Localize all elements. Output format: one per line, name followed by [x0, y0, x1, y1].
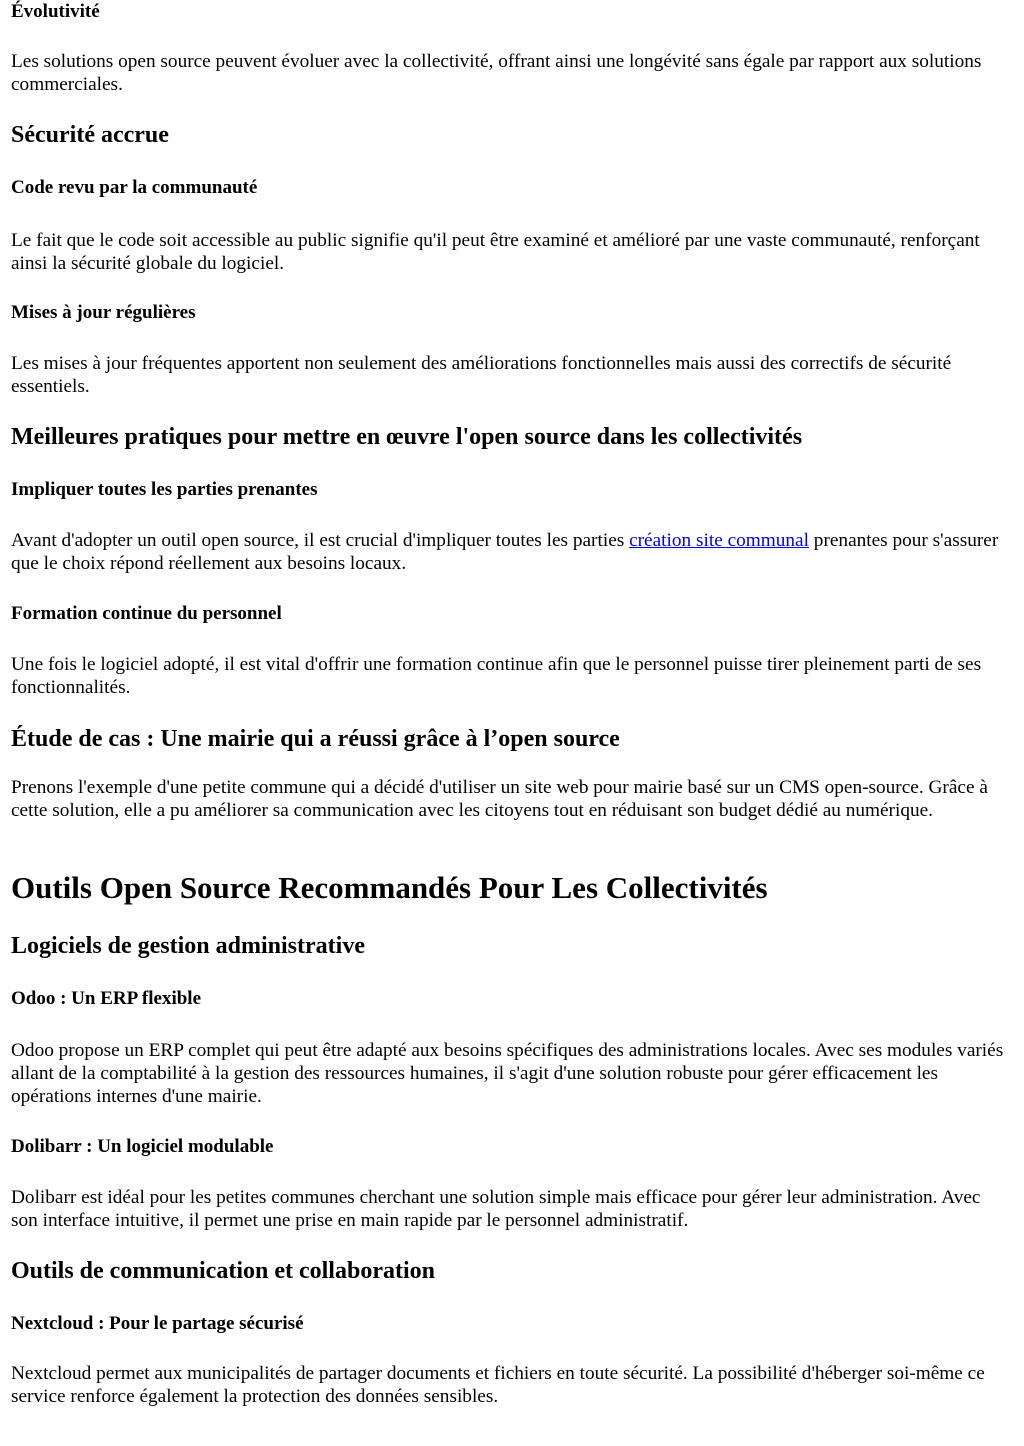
paragraph-code-revu: Le fait que le code soit accessible au public signifie qu'il peut être examiné et amélioré par une vaste communauté, renforçant ainsi la sécurité globale du logiciel.: [11, 230, 980, 274]
paragraph-impliquer-text-1: Avant d'adopter un outil open source, il est crucial d'impliquer toutes les parties: [11, 530, 630, 551]
paragraph-nextcloud: Nextcloud permet aux municipalités de partager documents et fichiers en toute sécurité. La possibilité d'héberger soi-même ce service renforce également la protection des données sensibles.: [11, 1363, 985, 1407]
heading-mises-a-jour: Mises à jour régulières: [11, 302, 196, 323]
paragraph-evolutivite: Les solutions open source peuvent évoluer avec la collectivité, offrant ainsi une longévité sans égale par rapport aux solutions commerciales.: [11, 51, 982, 95]
heading-outils-open-source: Outils Open Source Recommandés Pour Les Collectivités: [11, 870, 768, 905]
paragraph-formation: Une fois le logiciel adopté, il est vital d'offrir une formation continue afin que le personnel puisse tirer pleinement parti de ses fonctionnalités.: [11, 654, 982, 698]
heading-dolibarr: Dolibarr : Un logiciel modulable: [11, 1136, 274, 1157]
heading-formation: Formation continue du personnel: [11, 603, 282, 624]
heading-securite-accrue: Sécurité accrue: [11, 122, 169, 148]
heading-nextcloud: Nextcloud : Pour le partage sécurisé: [11, 1313, 304, 1334]
heading-code-revu: Code revu par la communauté: [11, 177, 258, 198]
paragraph-impliquer: [11, 529, 1011, 575]
heading-etude-de-cas: Étude de cas : Une mairie qui a réussi grâce à l’open source: [11, 726, 620, 752]
paragraph-mises-a-jour: Les mises à jour fréquentes apportent non seulement des améliorations fonctionnelles mais aussi des correctifs de sécurité essentiels.: [11, 353, 952, 397]
heading-impliquer: Impliquer toutes les parties prenantes: [11, 479, 318, 500]
creation-site-communal-link[interactable]: création site communal: [629, 530, 809, 551]
paragraph-impliquer-text-2: prenantes pour s'assurer que le choix répond réellement aux besoins locaux.: [11, 530, 999, 574]
heading-evolutivite: Évolutivité: [11, 1, 100, 22]
paragraph-dolibarr: Dolibarr est idéal pour les petites communes cherchant une solution simple mais efficace pour gérer leur administration. Avec son interface intuitive, il permet une prise en main rapide par le personnel administratif.: [11, 1187, 981, 1231]
paragraph-etude-de-cas: Prenons l'exemple d'une petite commune qui a décidé d'utiliser un site web pour mairie basé sur un CMS open-source. Grâce à cette solution, elle a pu améliorer sa communication avec les citoyens tout en réduisant son budget dédié au numérique.: [11, 777, 988, 821]
heading-logiciels-gestion: Logiciels de gestion administrative: [11, 933, 365, 959]
heading-meilleures-pratiques: Meilleures pratiques pour mettre en œuvre l'open source dans les collectivités: [11, 424, 803, 450]
paragraph-odoo: Odoo propose un ERP complet qui peut être adapté aux besoins spécifiques des administrations locales. Avec ses modules variés allant de la comptabilité à la gestion des ressources humaines, il s'agit d'une solution robuste pour gérer efficacement les opérations internes d'une mairie.: [11, 1040, 1004, 1107]
heading-communication-collaboration: Outils de communication et collaboration: [11, 1258, 435, 1284]
heading-odoo: Odoo : Un ERP flexible: [11, 988, 202, 1009]
